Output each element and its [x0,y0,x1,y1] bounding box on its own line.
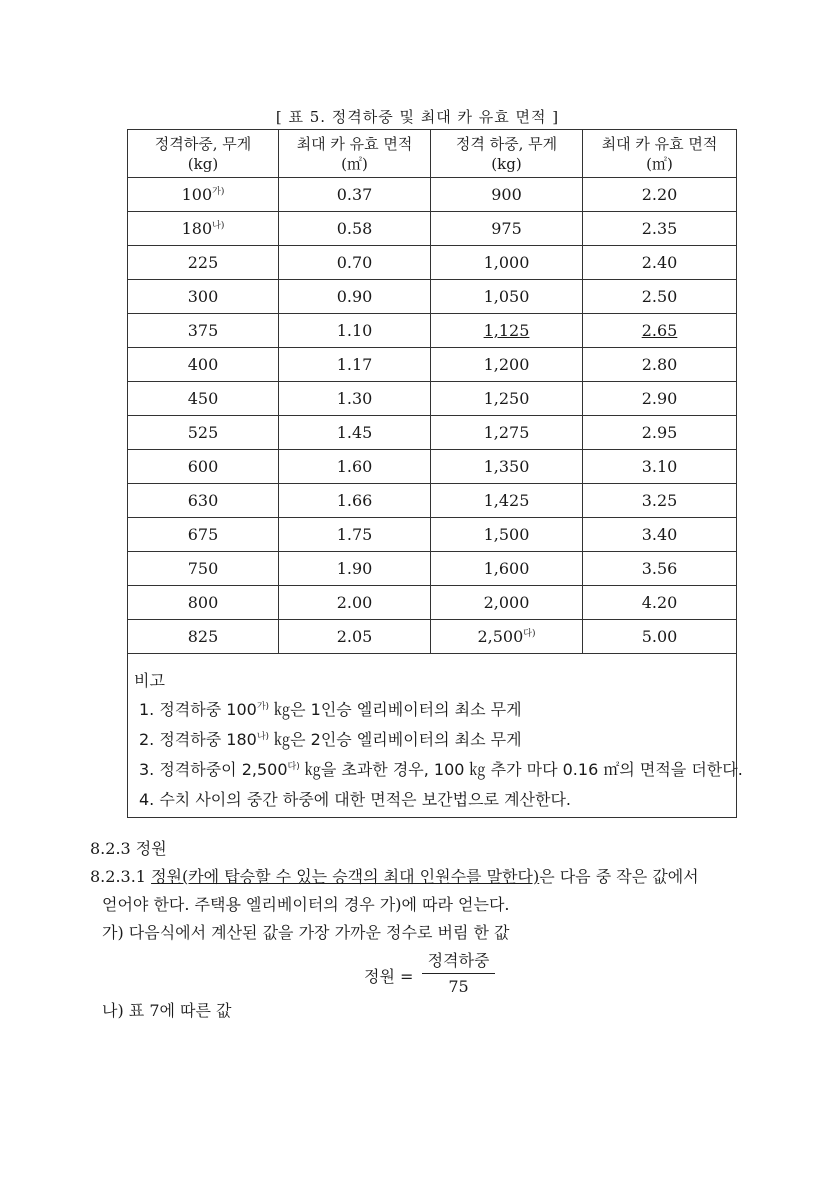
table-cell: 2.50 [583,280,737,314]
table-row [128,314,737,348]
table-cell: 800 [128,586,279,620]
table-cell: 3.40 [583,518,737,552]
table-cell: 1.10 [279,314,431,348]
table-cell: 5.00 [583,620,737,654]
table-cell: 4.20 [583,586,737,620]
note-2: 2. 정격하중 $180^{나)}$ ㎏은 2인승 엘리베이터의 최소 무게 [139,730,522,749]
table-cell: 1.90 [279,552,431,586]
table-row [128,382,737,416]
table-cell: 225 [128,246,279,280]
table-cell: 450 [128,382,279,416]
table-row [128,484,737,518]
table-cell: 2.35 [583,212,737,246]
table-cell: 400 [128,348,279,382]
section-heading: 8.2.3 정원 [90,839,167,858]
table-row [128,348,737,382]
formula-numerator: 정격하중 [422,948,495,974]
table-cell: 2.90 [583,382,737,416]
table-cell: 1,500 [431,518,583,552]
table-row [128,518,737,552]
table-cell: 630 [128,484,279,518]
formula-fraction [422,948,495,996]
note-4: 4. 수치 사이의 중간 하중에 대한 면적은 보간법으로 계산한다. [139,790,571,809]
table-row [128,280,737,314]
table-cell: 1.17 [279,348,431,382]
header-max-area-2: 최대 카 유효 면적 (㎡) [583,130,737,178]
table-header-row [128,130,737,178]
table-row [128,620,737,654]
table-cell: $180^{나)}$ [128,212,279,246]
table-row [128,586,737,620]
header-max-area: 최대 카 유효 면적 (㎡) [279,130,431,178]
table-cell: 0.58 [279,212,431,246]
table-cell: 375 [128,314,279,348]
header-rated-load: 정격하중, 무게 (kg) [128,130,279,178]
table-cell: 1.30 [279,382,431,416]
list-item-a: 가) 다음식에서 계산된 값을 가장 가까운 정수로 버림 한 값 [102,923,510,942]
table-cell: 1,275 [431,416,583,450]
table-cell: 600 [128,450,279,484]
table-cell: 0.70 [279,246,431,280]
table-cell: 900 [431,178,583,212]
table-cell: 675 [128,518,279,552]
load-area-table-container [127,129,743,818]
table-cell: 1,250 [431,382,583,416]
table-cell: 0.37 [279,178,431,212]
table-row [128,212,737,246]
table-cell: 2.65 [583,314,737,348]
table-cell: $2,500^{다)}$ [431,620,583,654]
table-cell: 1.45 [279,416,431,450]
table-body [128,178,743,818]
table-row [128,450,737,484]
table-row [128,416,737,450]
table-cell: 2,000 [431,586,583,620]
table-cell: 1,350 [431,450,583,484]
load-area-table [127,129,743,818]
table-cell: 1,125 [431,314,583,348]
table-cell: 2.05 [279,620,431,654]
table-cell: 2.95 [583,416,737,450]
table-cell: 1,000 [431,246,583,280]
table-cell: 2.40 [583,246,737,280]
formula-lhs: 정원 = [364,967,414,986]
table-cell: 300 [128,280,279,314]
table-cell: 2.00 [279,586,431,620]
header-rated-load-2: 정격 하중, 무게 (kg) [431,130,583,178]
table-cell: 525 [128,416,279,450]
table-cell: 1.60 [279,450,431,484]
table-cell: 3.10 [583,450,737,484]
table-cell: $100^{가)}$ [128,178,279,212]
table-cell: 825 [128,620,279,654]
table-cell: 2.80 [583,348,737,382]
formula-denominator: 75 [448,977,469,996]
table-row [128,178,737,212]
table-cell: 0.90 [279,280,431,314]
table-cell: 1,050 [431,280,583,314]
notes-row [128,654,737,818]
note-3: 3. 정격하중이 $2,500^{다)}$ ㎏을 초과한 경우, 100 ㎏ 추가 마다 0.16 ㎡의 면적을 더한다. [139,760,743,779]
notes-title: 비고 [134,671,165,690]
table-cell: 2.20 [583,178,737,212]
table-cell: 1.66 [279,484,431,518]
table-cell: 1,200 [431,348,583,382]
table-cell: 975 [431,212,583,246]
table-row [128,246,737,280]
table-cell: 1,425 [431,484,583,518]
table-cell: 3.25 [583,484,737,518]
paragraph-continuation: 얻어야 한다. 주택용 엘리베이터의 경우 가)에 따라 얻는다. [102,895,510,914]
paragraph-8-2-3-1: 8.2.3.1 정원(카에 탑승할 수 있는 승객의 최대 인원수를 말한다)은 다음 중 작은 값에서 [90,867,699,886]
table-cell: 1.75 [279,518,431,552]
table-cell: 1,600 [431,552,583,586]
table-cell: 750 [128,552,279,586]
note-1: 1. 정격하중 $100^{가)}$ ㎏은 1인승 엘리베이터의 최소 무게 [139,700,522,719]
table-cell: 3.56 [583,552,737,586]
table-caption: [ 표 5. 정격하중 및 최대 카 유효 면적 ] [275,108,560,126]
list-item-b: 나) 표 7에 따른 값 [102,1001,232,1020]
notes-cell [128,654,743,818]
table-row [128,552,737,586]
